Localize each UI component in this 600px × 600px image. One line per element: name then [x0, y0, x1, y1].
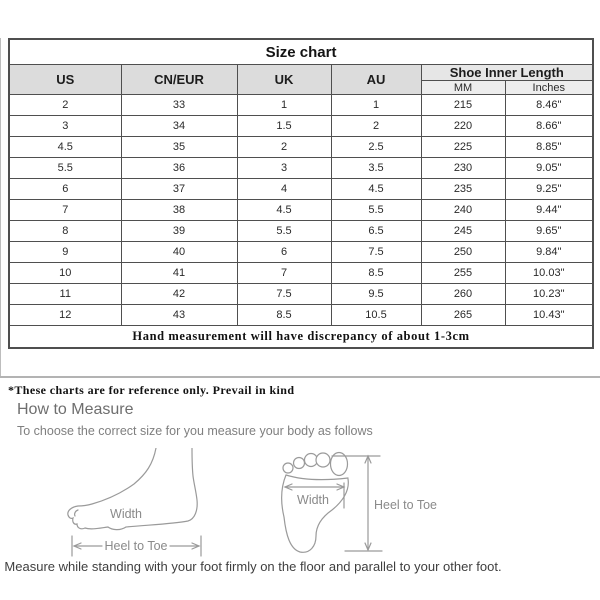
- size-cell-au: 2: [331, 116, 421, 137]
- size-cell-au: 7.5: [331, 242, 421, 263]
- size-cell-us: 8: [9, 221, 121, 242]
- size-cell-cn_eur: 40: [121, 242, 237, 263]
- size-cell-cn_eur: 42: [121, 284, 237, 305]
- size-cell-uk: 4.5: [237, 200, 331, 221]
- size-row: [9, 158, 593, 179]
- size-cell-us: 7: [9, 200, 121, 221]
- size-row: [9, 179, 593, 200]
- reference-note: *These charts are for reference only. Prevail in kind: [8, 383, 295, 397]
- size-cell-cn_eur: 36: [121, 158, 237, 179]
- size-cell-mm: 225: [421, 137, 505, 158]
- size-cell-inches: 9.05": [505, 158, 593, 179]
- table-footnote-row: [9, 326, 593, 349]
- size-cell-au: 10.5: [331, 305, 421, 326]
- size-cell-mm: 220: [421, 116, 505, 137]
- size-cell-mm: 235: [421, 179, 505, 200]
- size-cell-cn_eur: 43: [121, 305, 237, 326]
- size-cell-cn_eur: 39: [121, 221, 237, 242]
- size-cell-inches: 9.84": [505, 242, 593, 263]
- top-heel-to-toe-label: Heel to Toe: [374, 498, 438, 512]
- size-cell-us: 3: [9, 116, 121, 137]
- table-header-row: [9, 65, 593, 81]
- toe-icon: [283, 463, 293, 473]
- size-cell-inches: 9.44": [505, 200, 593, 221]
- size-cell-cn_eur: 35: [121, 137, 237, 158]
- size-row: [9, 221, 593, 242]
- size-cell-au: 4.5: [331, 179, 421, 200]
- size-cell-mm: 260: [421, 284, 505, 305]
- size-row: [9, 137, 593, 158]
- size-row: [9, 200, 593, 221]
- size-cell-mm: 230: [421, 158, 505, 179]
- size-cell-au: 3.5: [331, 158, 421, 179]
- col-header-us: US: [9, 65, 121, 95]
- size-cell-inches: 8.85": [505, 137, 593, 158]
- size-cell-us: 6: [9, 179, 121, 200]
- size-cell-us: 5.5: [9, 158, 121, 179]
- col-header-inches: Inches: [505, 81, 593, 95]
- size-cell-mm: 245: [421, 221, 505, 242]
- size-cell-mm: 250: [421, 242, 505, 263]
- size-row: [9, 284, 593, 305]
- size-cell-uk: 1.5: [237, 116, 331, 137]
- table-footnote: Hand measurement will have discrepancy of about 1-3cm: [9, 326, 593, 349]
- size-cell-us: 12: [9, 305, 121, 326]
- size-cell-inches: 9.25": [505, 179, 593, 200]
- col-header-shoe-inner-length: Shoe Inner Length: [421, 65, 593, 81]
- size-cell-mm: 255: [421, 263, 505, 284]
- size-row: [9, 305, 593, 326]
- size-row: [9, 95, 593, 116]
- section-divider: [0, 376, 600, 378]
- size-cell-au: 9.5: [331, 284, 421, 305]
- size-cell-uk: 2: [237, 137, 331, 158]
- size-cell-cn_eur: 34: [121, 116, 237, 137]
- size-row: [9, 263, 593, 284]
- size-cell-au: 5.5: [331, 200, 421, 221]
- top-width-label: Width: [297, 493, 329, 507]
- size-cell-cn_eur: 38: [121, 200, 237, 221]
- size-cell-us: 2: [9, 95, 121, 116]
- size-row: [9, 116, 593, 137]
- size-chart-table: [8, 38, 594, 349]
- col-header-uk: UK: [237, 65, 331, 95]
- how-to-measure-subheading: To choose the correct size for you measure your body as follows: [17, 424, 373, 438]
- size-cell-cn_eur: 33: [121, 95, 237, 116]
- size-cell-uk: 1: [237, 95, 331, 116]
- size-cell-uk: 7.5: [237, 284, 331, 305]
- size-cell-mm: 240: [421, 200, 505, 221]
- size-cell-inches: 8.46": [505, 95, 593, 116]
- toe-icon: [316, 453, 330, 467]
- size-cell-us: 9: [9, 242, 121, 263]
- size-row: [9, 242, 593, 263]
- image-edge-line: [0, 38, 1, 377]
- size-cell-au: 8.5: [331, 263, 421, 284]
- foot-side-view-diagram: [58, 448, 208, 560]
- size-cell-cn_eur: 37: [121, 179, 237, 200]
- size-cell-mm: 265: [421, 305, 505, 326]
- size-cell-au: 2.5: [331, 137, 421, 158]
- size-cell-au: 1: [331, 95, 421, 116]
- size-cell-au: 6.5: [331, 221, 421, 242]
- size-rows: [9, 95, 593, 326]
- toe-icon: [294, 458, 305, 469]
- how-to-measure-heading: How to Measure: [17, 401, 134, 418]
- table-title-row: [9, 39, 593, 65]
- col-header-au: AU: [331, 65, 421, 95]
- size-cell-inches: 8.66": [505, 116, 593, 137]
- size-cell-uk: 7: [237, 263, 331, 284]
- side-width-label: Width: [110, 507, 142, 521]
- side-heel-to-toe-label: Heel to Toe: [104, 539, 168, 553]
- size-cell-uk: 3: [237, 158, 331, 179]
- size-cell-cn_eur: 41: [121, 263, 237, 284]
- size-cell-uk: 4: [237, 179, 331, 200]
- size-cell-inches: 10.43": [505, 305, 593, 326]
- size-cell-inches: 10.03": [505, 263, 593, 284]
- foot-side-toe-line: [75, 510, 78, 516]
- size-cell-uk: 5.5: [237, 221, 331, 242]
- size-cell-us: 11: [9, 284, 121, 305]
- col-header-mm: MM: [421, 81, 505, 95]
- size-cell-uk: 8.5: [237, 305, 331, 326]
- size-cell-mm: 215: [421, 95, 505, 116]
- size-cell-us: 10: [9, 263, 121, 284]
- table-title: Size chart: [9, 39, 593, 65]
- col-header-cn-eur: CN/EUR: [121, 65, 237, 95]
- size-cell-us: 4.5: [9, 137, 121, 158]
- size-cell-inches: 10.23": [505, 284, 593, 305]
- size-cell-uk: 6: [237, 242, 331, 263]
- size-cell-inches: 9.65": [505, 221, 593, 242]
- measure-caption: Measure while standing with your foot firmly on the floor and parallel to your other foot.: [4, 559, 502, 574]
